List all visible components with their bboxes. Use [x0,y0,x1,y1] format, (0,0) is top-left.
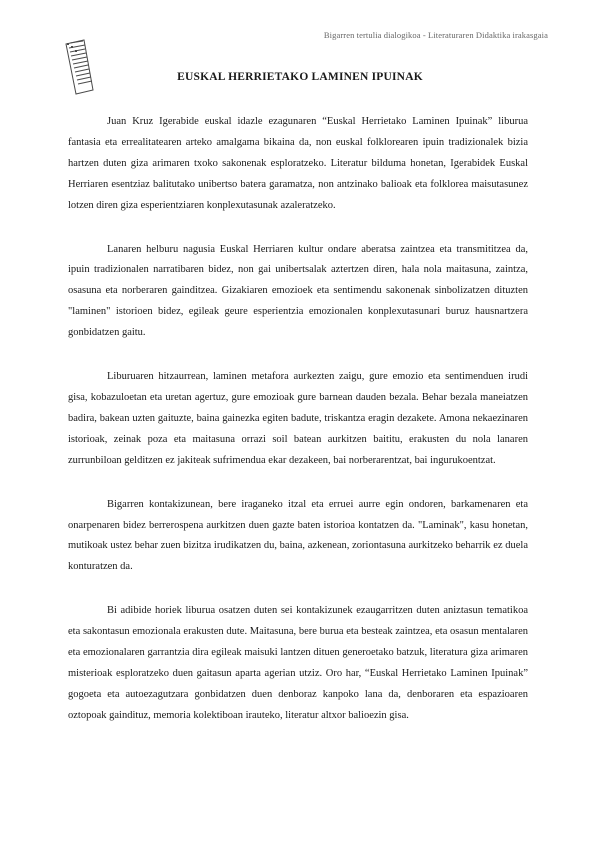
paragraph: Lanaren helburu nagusia Euskal Herriaren kultur ondare aberatsa zaintzea eta transmititzea da, ipuin tradizionalen narratibaren bidez, non gai unibertsalak aztertzen diren, hala nola maitasuna, zaintza, osasuna eta norberaren gainditzea. Gizakiaren emozioek eta sentimendu sakonenak sinbolizatzen dituzten "laminen" istorioen bidez, egileak geure esperientzia emozionalen konplexutasunari buruz hausnartzera gonbidatzen gaitu. [68,243,528,339]
running-header: Bigarren tertulia dialogikoa - Literaturaren Didaktika irakasgaia [323,30,548,40]
comb-logo-icon [62,38,96,96]
paragraph: Bi adibide horiek liburua osatzen duten sei kontakizunek ezaugarritzen duten aniztasun tematikoa eta sakontasun emozionala erakusten dute. Maitasuna, bere burua eta besteak zaintzea, eta osasun mentalaren eta emozionalaren garrantzia dira egileak maisuki lantzen dituen generoetako batzuk, literatura giza arimaren misterioak esploratzeko duen gaitasun aparta agerian utziz. Oro har, “Euskal Herrietako Laminen Ipuinak” gogoeta eta autoezagutzara gonbidatzen duen denboraz kanpoko lana da, denboraren eta espazioaren oztopoak gaindituz, memoria kolektiboan irauteko, literatur altxor balioezin gisa. [68,605,528,721]
paragraph: Bigarren kontakizunean, bere iraganeko itzal eta erruei aurre egin ondoren, barkamenaren eta onarpenaren bidez berrerospena aurkitzen duen gazte baten istorioa kontatzen da. "Laminak", kasu honetan, mutikoak ustez behar zuen bizitza irudikatzen du, baina, azkenean, zoriontasuna aurkitzeko beharrik ez duela konturatzen da. [68,498,528,573]
paragraph: Juan Kruz Igerabide euskal idazle ezagunaren “Euskal Herrietako Laminen Ipuinak” liburua fantasia eta errealitatearen arteko amalgama bikaina da, non euskal folklorearen ipuin tradizionalek bizia hartzen duten giza arimaren txoko sakonenak esploratzeko. Literatur bilduma honetan, Igerabidek Euskal Herriaren esentziaz balitutako unibertso batera garamatza, non antzinako balioak eta folklorea maisutasunez lotzen diren giza esperientziaren konplexutasunak azaleratzeko. [68,116,528,211]
paragraph: Liburuaren hitzaurrean, laminen metafora aurkezten zaigu, gure emozio eta sentimenduen irudi gisa, kobazuloetan eta uretan agertuz, gure emozioak gure barnean dauden bezala. Behar bezala maneiatzen badira, bakean uzten gaituzte, baina gainezka egiten badute, triskantza eragin dezakete. Amona nekaezinaren istorioak, zeinak poza eta maitasuna orrazi soil batean aurkitzen baititu, erakusten du nola lanaren zurrunbiloan gelditzen ez jakiteak sufrimendua ekar dezakeen, bai norberarentzat, bai ingurukoentzat. [68,371,528,466]
document-title: EUSKAL HERRIETAKO LAMINEN IPUINAK [177,71,423,83]
document-body [68,112,528,750]
